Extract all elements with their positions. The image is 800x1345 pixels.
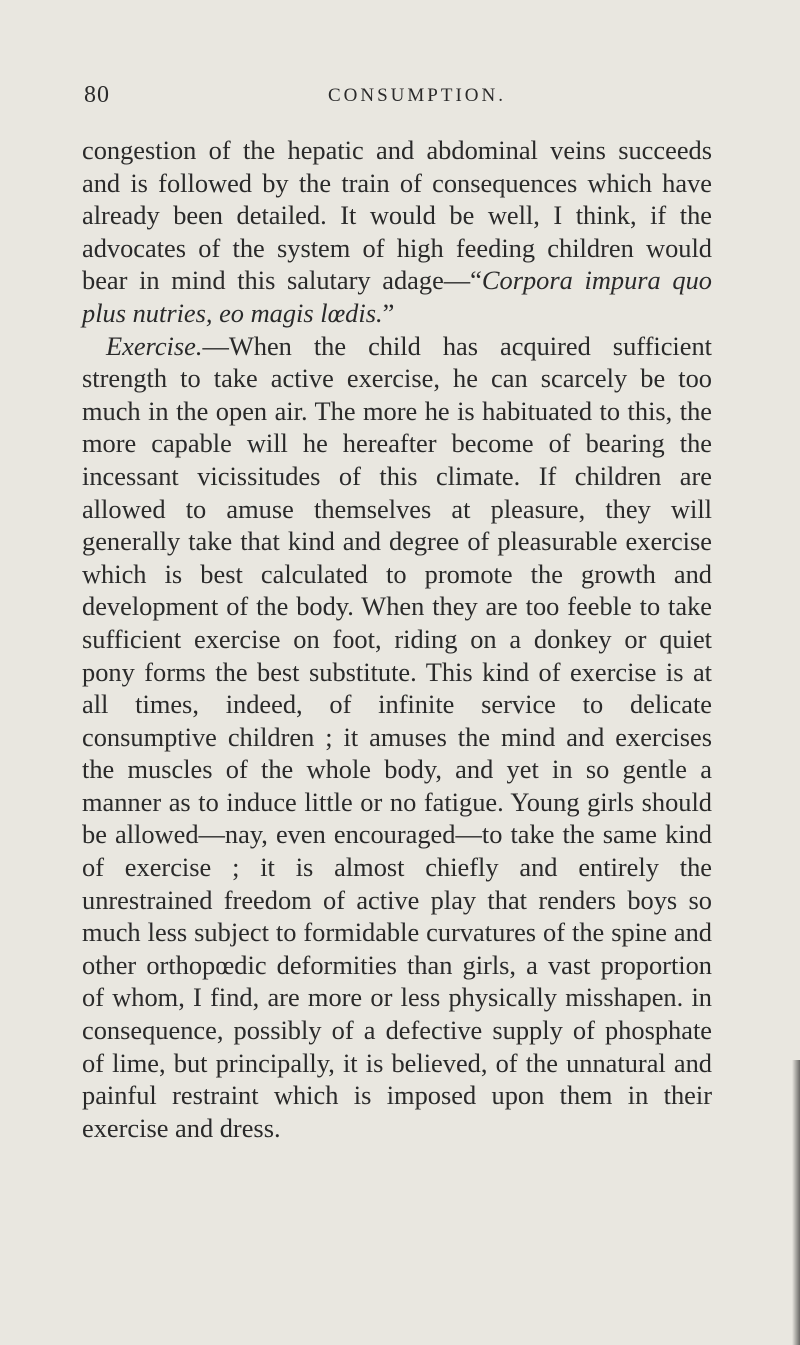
section-heading-exercise: Exercise. <box>106 330 203 361</box>
page-edge-shadow <box>792 1060 800 1345</box>
body-text <box>82 134 712 1144</box>
paragraph-1 <box>82 134 712 330</box>
paragraph-1-text: congestion of the hepatic and abdominal veins succeeds and is followed by the train of consequences which have already been detailed. It would be well, I think, if the advocates of the system of high feeding children would bear in mind this salutary adage—“ <box>82 135 712 296</box>
paragraph-2-text: —When the child has acquired sufficient strength to take active exercise, he can scarcely be too much in the open air. The more he is habituated to this, the more capable will he hereafter become of bearing the incessant vicissitudes of this climate. If children are allowed to amuse themselves at pleasure, they will generally take that kind and degree of pleasurable exercise which is best calculated to promote the growth and development of the body. When they are too feeble to take sufficient exercise on foot, riding on a donkey or quiet pony forms the best substitute. This kind of exercise is at all times, indeed, of infinite service to delicate consumptive children ; it amuses the mind and exercises the muscles of the whole body, and yet in so gentle a manner as to induce little or no fatigue. Young girls should be allowed—nay, even encouraged—to take the same kind of exercise ; it is almost chiefly and entirely the unrestrained freedom of active play that renders boys so much less subject to formidable curvatures of the spine and other orthopœdic deformities than girls, a vast proportion of whom, I find, are more or less physically misshapen. in consequence, possibly of a defective supply of phosphate of lime, but principally, it is believed, of the unnatural and painful restraint which is imposed upon them in their exercise and dress. <box>82 330 712 1143</box>
closing-quote-mark: ” <box>382 297 395 328</box>
page-header <box>84 82 710 112</box>
latin-quote: Corpora impura quo plus nutries, eo magis lœdis. <box>82 265 713 328</box>
running-title: CONSUMPTION. <box>328 85 506 106</box>
paragraph-2 <box>82 330 712 1145</box>
page-number: 80 <box>84 82 110 108</box>
